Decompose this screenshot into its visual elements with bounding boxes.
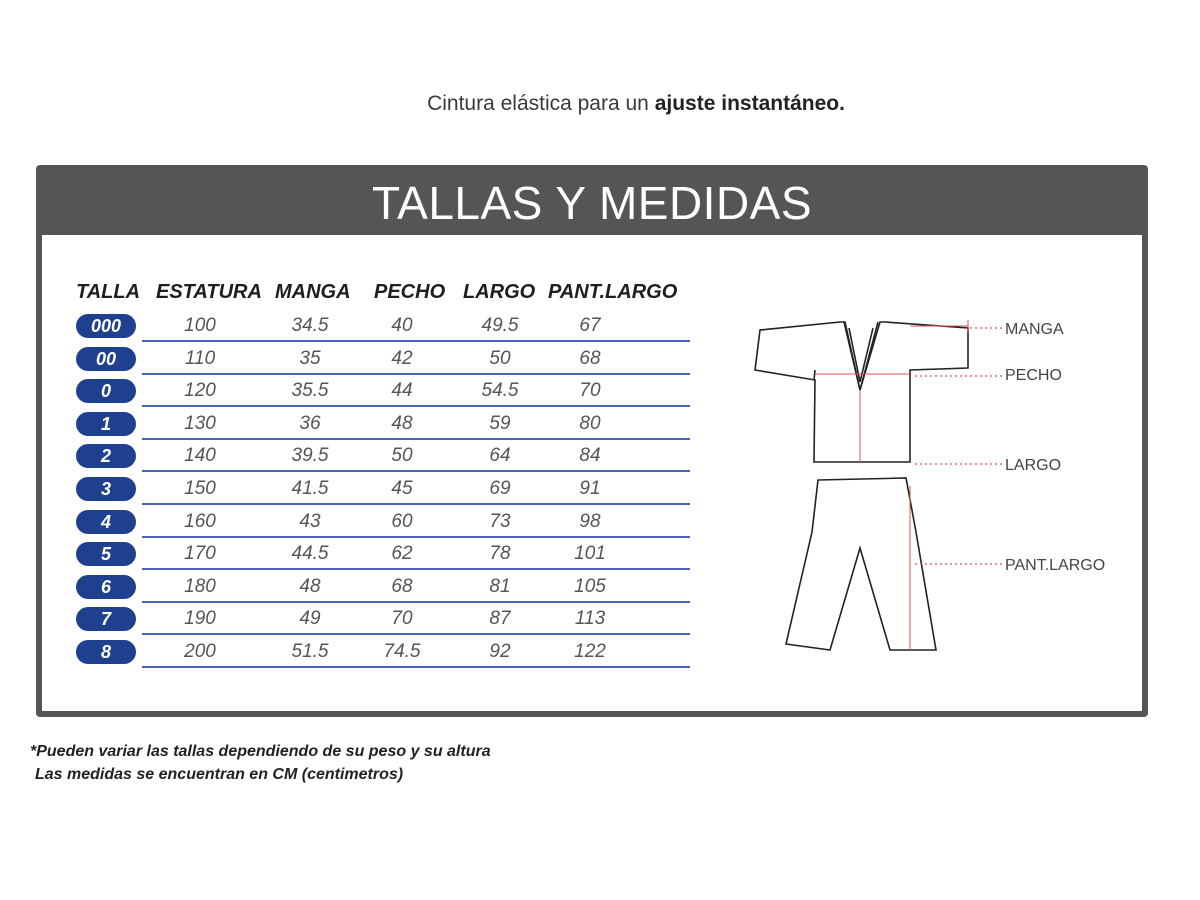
header-largo: LARGO [463, 281, 536, 303]
table-row [0, 444, 720, 474]
table-cell: 41.5 [291, 478, 329, 499]
table-cell: 81 [489, 575, 511, 597]
table-cell: 200 [184, 641, 216, 662]
table-cell: 113 [574, 608, 606, 630]
footnote [30, 740, 491, 786]
table-cell: 120 [184, 380, 216, 402]
table-row [0, 412, 720, 442]
jacket-drawing [755, 322, 968, 462]
table-row [0, 510, 720, 540]
table-cell: 59 [489, 412, 511, 434]
footnote-line-2: Las medidas se encuentran en CM (centimetros) [35, 766, 404, 783]
table-cell: 105 [574, 575, 606, 597]
table-cell: 49.5 [481, 315, 519, 336]
table-cell: 150 [184, 478, 216, 499]
size-pill: 8 [76, 640, 136, 664]
pants-drawing [786, 478, 936, 650]
table-row [0, 347, 720, 377]
row-divider [142, 601, 690, 603]
table-row [0, 640, 720, 670]
table-cell: 160 [184, 510, 216, 532]
table-cell: 74.5 [383, 641, 421, 662]
tagline-normal: Cintura elástica para un [427, 92, 655, 115]
table-cell: 36 [299, 412, 321, 434]
row-divider [142, 666, 690, 668]
size-pill: 3 [76, 477, 136, 501]
table-cell: 50 [489, 347, 511, 369]
table-cell: 180 [184, 575, 216, 597]
size-pill: 2 [76, 444, 136, 468]
table-cell: 92 [489, 641, 511, 662]
table-row [0, 575, 720, 605]
label-pecho: PECHO [1005, 367, 1062, 384]
header-estatura: ESTATURA [156, 281, 262, 303]
row-divider [142, 568, 690, 570]
table-cell: 70 [579, 380, 601, 402]
table-cell: 34.5 [291, 315, 329, 336]
table-cell: 170 [184, 543, 216, 565]
size-pill: 1 [76, 412, 136, 436]
table-cell: 80 [579, 412, 601, 434]
row-divider [142, 633, 690, 635]
table-cell: 100 [184, 315, 216, 336]
table-cell: 48 [391, 412, 413, 434]
table-row [0, 314, 720, 344]
header-pant-largo: PANT.LARGO [548, 281, 678, 303]
table-cell: 42 [391, 347, 413, 369]
table-cell: 69 [489, 478, 511, 499]
table-cell: 62 [391, 543, 413, 565]
table-cell: 51.5 [291, 641, 329, 662]
table-cell: 78 [489, 543, 511, 565]
table-cell: 44 [391, 380, 413, 402]
size-pill: 6 [76, 575, 136, 599]
row-divider [142, 470, 690, 472]
table-cell: 110 [184, 347, 216, 369]
table-cell: 43 [299, 510, 321, 532]
table-cell: 84 [579, 445, 601, 467]
table-cell: 35 [299, 347, 321, 369]
table-cell: 190 [184, 608, 216, 630]
table-row [0, 379, 720, 409]
table-cell: 70 [391, 608, 413, 630]
table-row [0, 542, 720, 572]
row-divider [142, 340, 690, 342]
table-cell: 73 [489, 510, 511, 532]
table-cell: 39.5 [291, 445, 329, 467]
header-pecho: PECHO [374, 281, 446, 303]
label-pant-largo: PANT.LARGO [1005, 557, 1106, 574]
uniform-diagram [720, 270, 1150, 690]
table-cell: 50 [391, 445, 413, 467]
footnote-line-1: *Pueden variar las tallas dependiendo de su peso y su altura [30, 743, 491, 760]
table-cell: 98 [579, 510, 601, 532]
tagline-bold: ajuste instantáneo. [654, 92, 845, 115]
panel-title: TALLAS Y MEDIDAS [371, 177, 813, 229]
table-cell: 68 [391, 575, 413, 597]
row-divider [142, 503, 690, 505]
table-cell: 140 [184, 445, 216, 467]
table-cell: 122 [574, 641, 606, 662]
tagline [0, 92, 1200, 116]
size-pill: 4 [76, 510, 136, 534]
table-cell: 91 [579, 478, 601, 499]
table-cell: 68 [579, 347, 601, 369]
table-cell: 35.5 [291, 380, 329, 402]
table-cell: 45 [391, 478, 413, 499]
row-divider [142, 405, 690, 407]
size-pill: 7 [76, 607, 136, 631]
table-cell: 60 [391, 510, 413, 532]
table-cell: 64 [489, 445, 511, 467]
table-row [0, 607, 720, 637]
table-cell: 67 [579, 315, 601, 336]
leader-lines [915, 328, 1002, 564]
table-row [0, 477, 720, 507]
table-cell: 54.5 [481, 380, 519, 402]
header-manga: MANGA [275, 281, 351, 303]
table-cell: 130 [184, 412, 216, 434]
table-cell: 44.5 [291, 543, 329, 565]
table-cell: 101 [574, 543, 606, 565]
size-pill: 0 [76, 379, 136, 403]
table-cell: 87 [489, 608, 511, 630]
header-talla: TALLA [76, 281, 141, 303]
row-divider [142, 536, 690, 538]
row-divider [142, 438, 690, 440]
size-pill: 5 [76, 542, 136, 566]
table-cell: 48 [299, 575, 321, 597]
label-largo: LARGO [1005, 457, 1062, 474]
row-divider [142, 373, 690, 375]
label-manga: MANGA [1005, 321, 1064, 338]
table-cell: 40 [391, 315, 413, 336]
size-pill: 00 [76, 347, 136, 371]
size-pill: 000 [76, 314, 136, 338]
table-cell: 49 [299, 608, 321, 630]
